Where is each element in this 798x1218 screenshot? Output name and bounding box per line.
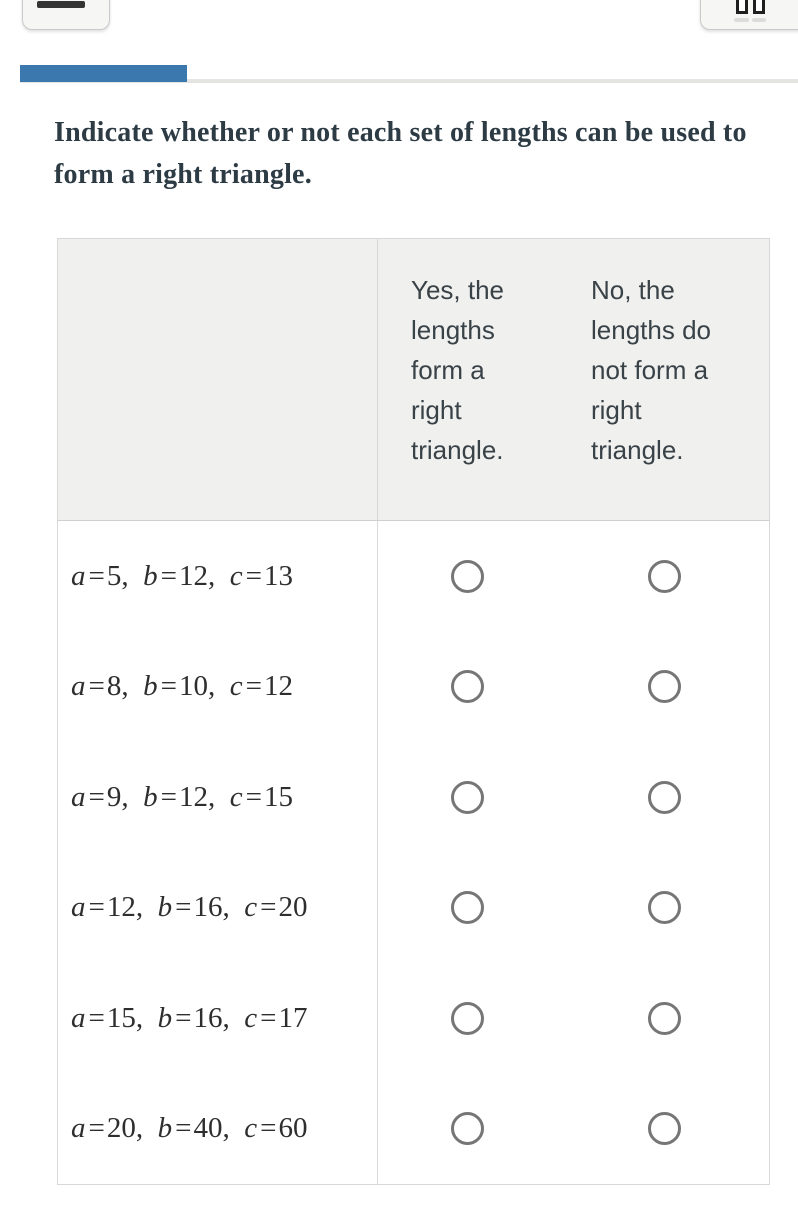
yes-option-cell [377, 632, 557, 743]
pause-icon [753, 0, 765, 14]
no-option-cell [557, 963, 771, 1074]
radio-yes[interactable] [451, 560, 484, 593]
radio-yes[interactable] [451, 781, 484, 814]
column-header-no: No, the lengths do not form a right triangle. [591, 275, 711, 465]
question-title: Indicate whether or not each set of lengths can be used to form a right triangle. [54, 117, 747, 190]
table-body [58, 521, 769, 1184]
column-header-yes: Yes, the lengths form a right triangle. [411, 275, 505, 465]
radio-yes[interactable] [451, 670, 484, 703]
table-header-empty-cell [58, 239, 377, 520]
table-row [58, 521, 769, 632]
table-header-yes-cell [377, 239, 557, 520]
yes-option-cell [377, 1074, 557, 1185]
radio-no[interactable] [648, 1112, 681, 1145]
length-set-label: a = 20, b = 40, c = 60 [71, 1112, 308, 1145]
pause-icon [736, 0, 748, 14]
no-option-cell [557, 632, 771, 743]
length-set-label: a = 5, b = 12, c = 13 [71, 559, 293, 592]
length-set-label: a = 15, b = 16, c = 17 [71, 1001, 308, 1034]
yes-option-cell [377, 742, 557, 853]
radio-yes[interactable] [451, 891, 484, 924]
length-set-label: a = 12, b = 16, c = 20 [71, 891, 308, 924]
answer-matrix-table [57, 238, 770, 1185]
yes-option-cell [377, 963, 557, 1074]
radio-no[interactable] [648, 891, 681, 924]
length-set-label: a = 9, b = 12, c = 15 [71, 780, 293, 813]
radio-yes[interactable] [451, 1112, 484, 1145]
table-row [58, 742, 769, 853]
radio-no[interactable] [648, 560, 681, 593]
table-row [58, 1074, 769, 1185]
pause-icon-shadow [752, 18, 766, 22]
pause-icon-shadow [734, 18, 749, 22]
radio-no[interactable] [648, 670, 681, 703]
progress-fill [20, 65, 187, 82]
no-option-cell [557, 853, 771, 964]
radio-yes[interactable] [451, 1002, 484, 1035]
menu-button[interactable] [22, 0, 110, 30]
table-row [58, 632, 769, 743]
no-option-cell [557, 1074, 771, 1185]
radio-no[interactable] [648, 1002, 681, 1035]
table-row [58, 963, 769, 1074]
no-option-cell [557, 521, 771, 632]
yes-option-cell [377, 853, 557, 964]
radio-no[interactable] [648, 781, 681, 814]
menu-icon [37, 1, 85, 8]
table-header-row [58, 239, 769, 521]
table-header-no-cell [557, 239, 771, 520]
pause-button[interactable] [700, 0, 798, 30]
table-row [58, 853, 769, 964]
yes-option-cell [377, 521, 557, 632]
no-option-cell [557, 742, 771, 853]
length-set-label: a = 8, b = 10, c = 12 [71, 670, 293, 703]
